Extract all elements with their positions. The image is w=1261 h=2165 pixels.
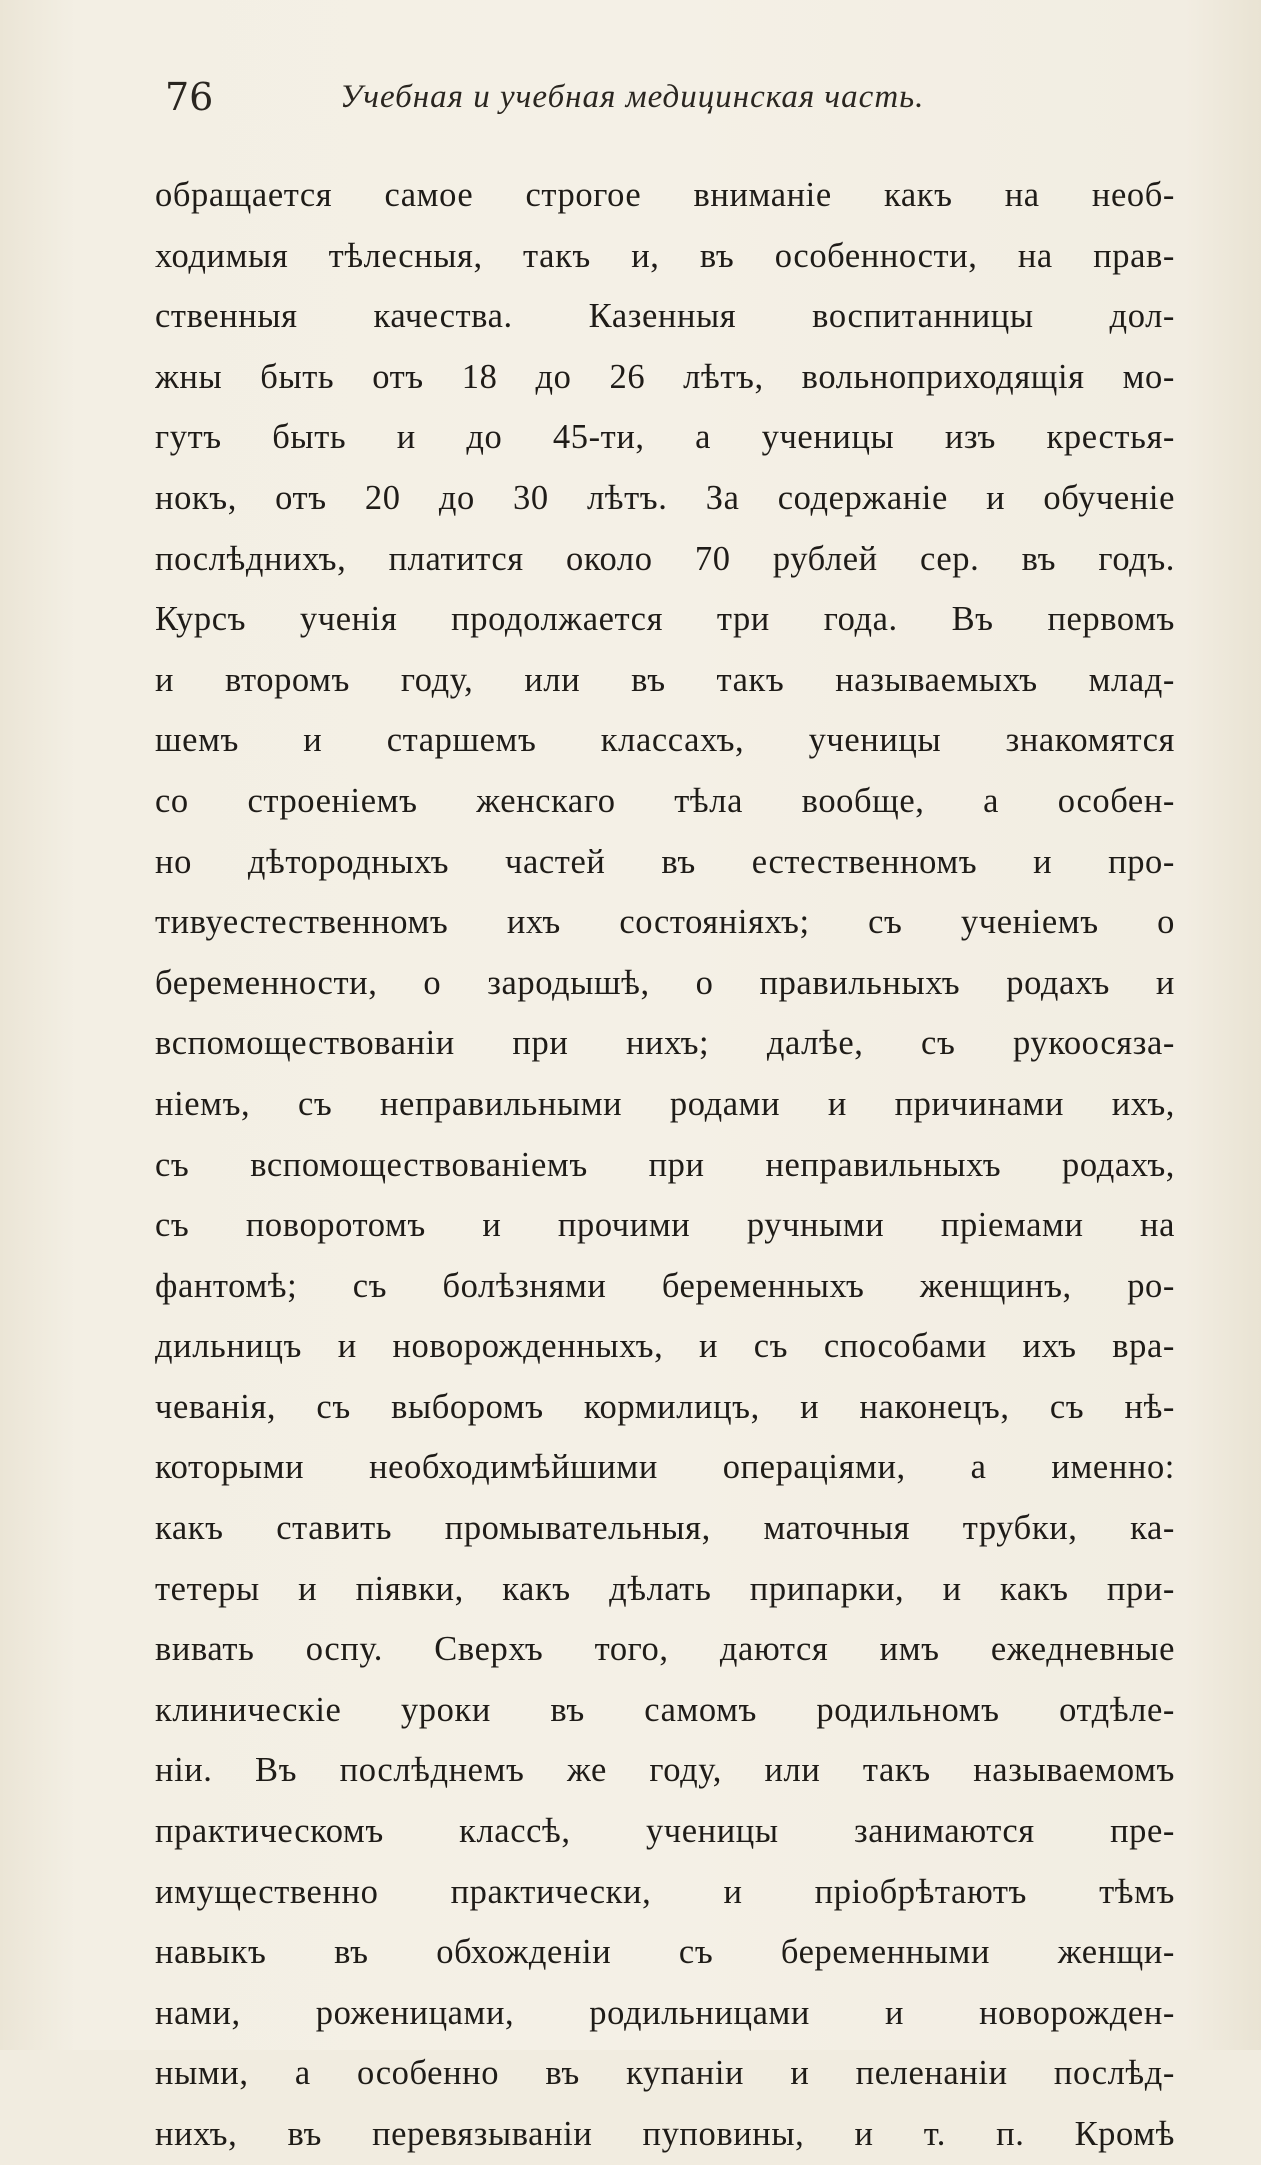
text-line: чеванія, съ выборомъ кормилицъ, и наконецъ, съ нѣ- — [155, 1387, 1175, 1426]
text-line: какъ ставить промывательныя, маточныя трубки, ка- — [155, 1509, 1175, 1548]
text-line: ственныя качества. Казенныя воспитанницы дол- — [155, 297, 1175, 336]
text-line: имущественно практически, и пріобрѣтаютъ тѣмъ — [155, 1872, 1175, 1911]
text-line: тивуестественномъ ихъ состояніяхъ; съ ученіемъ о — [155, 903, 1175, 942]
text-line: Курсъ ученія продолжается три года. Въ первомъ — [155, 600, 1175, 639]
text-line: тетеры и піявки, какъ дѣлать припарки, и какъ при- — [155, 1569, 1175, 1608]
text-line: но дѣтородныхъ частей въ естественномъ и про- — [155, 842, 1175, 881]
text-line: ніемъ, съ неправильными родами и причинами ихъ, — [155, 1084, 1175, 1123]
text-line: практическомъ классѣ, ученицы занимаются пре- — [155, 1812, 1175, 1851]
text-line: фантомѣ; съ болѣзнями беременныхъ женщинъ, ро- — [155, 1266, 1175, 1305]
page-number: 76 — [165, 75, 214, 119]
text-line: ходимыя тѣлесныя, такъ и, въ особенности, на прав- — [155, 236, 1175, 275]
text-line: съ вспомоществованіемъ при неправильныхъ родахъ, — [155, 1145, 1175, 1184]
text-line: дильницъ и новорожденныхъ, и съ способами ихъ вра- — [155, 1327, 1175, 1366]
text-line: которыми необходимѣйшими операціями, а именно: — [155, 1448, 1175, 1487]
text-line: нихъ, въ перевязываніи пуповины, и т. п. Кромѣ — [155, 2115, 1175, 2153]
text-line: ніи. Въ послѣднемъ же году, или такъ называемомъ — [155, 1751, 1175, 1790]
text-line: вивать оспу. Сверхъ того, даются имъ ежедневные — [155, 1630, 1175, 1669]
text-line: со строеніемъ женскаго тѣла вообще, а особен- — [155, 781, 1175, 820]
text-line: съ поворотомъ и прочими ручными пріемами на — [155, 1206, 1175, 1245]
text-line: нами, роженицами, родильницами и новорожден- — [155, 1993, 1175, 2032]
body-text — [155, 165, 1175, 2165]
text-line: нокъ, отъ 20 до 30 лѣтъ. За содержаніе и обученіе — [155, 478, 1175, 517]
text-line: вспомоществованіи при нихъ; далѣе, съ рукоосяза- — [155, 1024, 1175, 1063]
text-line: послѣднихъ, платится около 70 рублей сер. въ годъ. — [155, 539, 1175, 578]
text-line: шемъ и старшемъ классахъ, ученицы знакомятся — [155, 721, 1175, 760]
text-line: беременности, о зародышѣ, о правильныхъ родахъ и — [155, 963, 1175, 1002]
page-header — [165, 72, 1161, 122]
text-line: навыкъ въ обхожденіи съ беременными женщи- — [155, 1933, 1175, 1972]
text-line: гутъ быть и до 45-ти, а ученицы изъ крестья- — [155, 418, 1175, 457]
text-line: обращается самое строгое вниманіе какъ на необ- — [155, 176, 1175, 214]
text-line: и второмъ году, или въ такъ называемыхъ млад- — [155, 660, 1175, 699]
running-head: Учебная и учебная медицинская часть. — [340, 79, 925, 115]
text-line: жны быть отъ 18 до 26 лѣтъ, вольноприходящія мо- — [155, 357, 1175, 396]
text-line: ными, а особенно въ купаніи и пеленаніи послѣд- — [155, 2054, 1175, 2093]
text-line: клиническіе уроки въ самомъ родильномъ отдѣле- — [155, 1690, 1175, 1729]
